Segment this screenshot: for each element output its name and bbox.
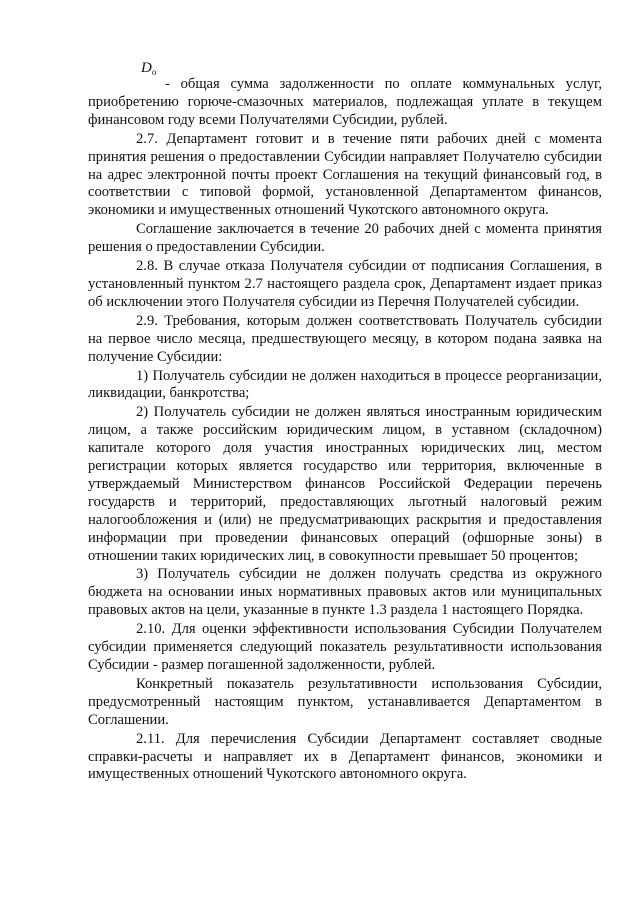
paragraph-2-7: 2.7. Департамент готовит и в течение пяти рабочих дней с момента принятия решения о предоставлении Субсидии направляет Получателю субсидии на адрес электронной почты проект Соглашения на текущий финансовый год, в соответствии с типовой формой, установленной Департаментом финансов, экономики и имущественных отношений Чукотского автономного округа.: [88, 130, 602, 219]
paragraph-2-10: 2.10. Для оценки эффективности использования Субсидии Получателем субсидии применяется следующий показатель результативности использования Субсидии - размер погашенной задолженности, рублей.: [88, 621, 602, 673]
paragraph-formula-definition: - общая сумма задолженности по оплате коммунальных услуг, приобретению горюче-смазочных материалов, подлежащая уплате в текущем финансовом году всеми Получателями Субсидии, рублей.: [88, 76, 602, 128]
paragraph-2-9: 2.9. Требования, которым должен соответствовать Получатель субсидии на первое число месяца, предшествующего месяцу, в котором подана заявка на получение Субсидии:: [88, 312, 602, 365]
paragraph-indicator: Конкретный показатель результативности использования Субсидии, предусмотренный настоящим пунктом, устанавливается Департаментом в Соглашении.: [88, 675, 602, 728]
paragraph-2-8: 2.8. В случае отказа Получателя субсидии от подписания Соглашения, в установленный пунктом 2.7 настоящего раздела срок, Департамент издает приказ об исключении этого Получателя субсидии из Перечня Получателей субсидии.: [88, 258, 602, 310]
paragraph-2-11: 2.11. Для перечисления Субсидии Департамент составляет сводные справки-расчеты и направляет их в Департамент финансов, экономики и имущественных отношений Чукотского автономного округа.: [88, 730, 602, 783]
formula-symbol: [141, 60, 156, 82]
formula-symbol-subscript: о: [151, 67, 157, 77]
paragraph-requirement-2: 2) Получатель субсидии не должен являться иностранным юридическим лицом, а также российским юридическим лицом, в уставном (складочном) капитале которого доля участия иностранных юридических лиц, местом регистрации которых является государство или территория, включенные в утверждаемый Министерством финансов Российской Федерации перечень государств и территорий, предоставляющих льготный налоговый режим налогообложения и (или) не предусматривающих раскрытия и предоставления информации при проведении финансовых операций (офшорные зоны) в отношении таких юридических лиц, в совокупности превышает 50 процентов;: [88, 404, 602, 564]
document-page: [88, 58, 602, 785]
paragraph-agreement-term: Соглашение заключается в течение 20 рабочих дней с момента принятия решения о предоставлении Субсидии.: [88, 221, 602, 256]
paragraph-requirement-3: 3) Получатель субсидии не должен получать средства из окружного бюджета на основании иных нормативных правовых актов или муниципальных правовых актов на цели, указанные в пункте 1.3 раздела 1 настоящего Порядка.: [88, 566, 602, 619]
formula-line: [88, 58, 602, 78]
paragraph-requirement-1: 1) Получатель субсидии не должен находиться в процессе реорганизации, ликвидации, банкротства;: [88, 367, 602, 402]
formula-symbol-letter: D: [141, 60, 152, 76]
